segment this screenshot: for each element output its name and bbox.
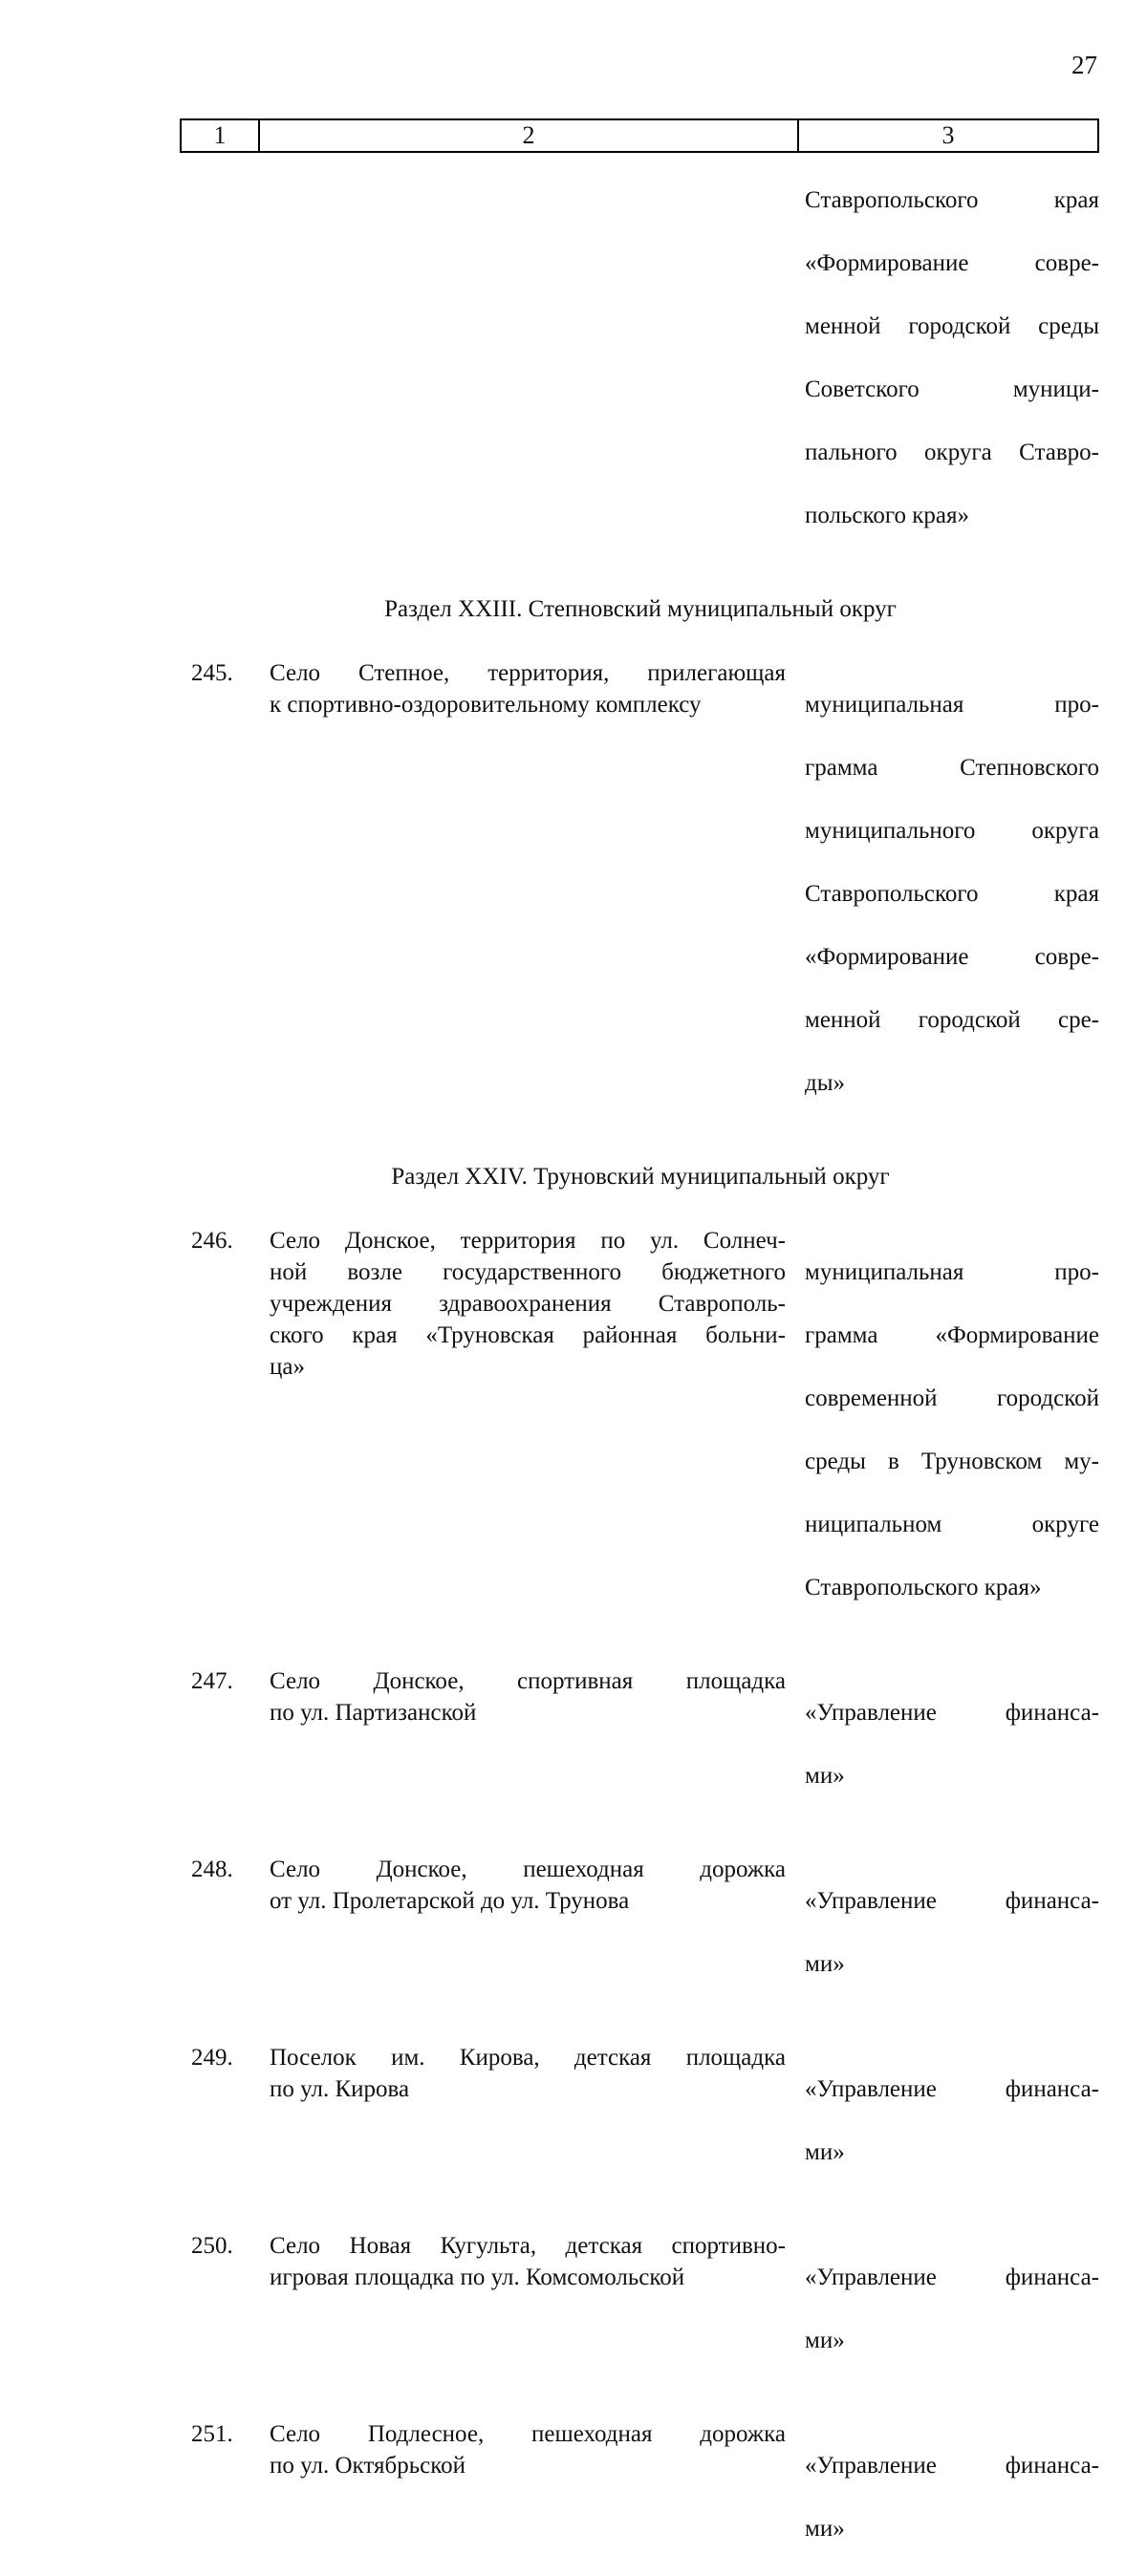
- page-number: 27: [1071, 51, 1097, 79]
- row-number: 246.: [191, 1228, 233, 1254]
- cell-line: ми»: [805, 2516, 845, 2542]
- table-row: [191, 2418, 1099, 2576]
- cell-line: «Управление финанса-: [805, 1888, 1099, 1914]
- cell-line: Ставропольского края: [805, 881, 1099, 907]
- column-header-1: 1: [182, 120, 260, 151]
- object-cell: [270, 1225, 805, 1635]
- cell-line: грамма «Формирование: [805, 1322, 1099, 1348]
- cell-line: от ул. Пролетарской до ул. Трунова: [270, 1888, 630, 1914]
- table-row: [191, 657, 1099, 1130]
- column-header-3: 3: [941, 121, 955, 149]
- object-cell: [270, 2418, 805, 2576]
- cell-line: муниципальная про-: [805, 692, 1099, 718]
- cell-line: Советского муници-: [805, 376, 1099, 402]
- cell-line: ми»: [805, 1951, 845, 1977]
- cell-line: «Управление финанса-: [805, 2453, 1099, 2479]
- cell-line: пального округа Ставро-: [805, 440, 1099, 465]
- object-cell: [270, 657, 805, 1130]
- cell-line: ми»: [805, 1763, 845, 1789]
- table-body: [191, 153, 1099, 2576]
- table-header-row: [180, 118, 1099, 153]
- cell-line: «Формирование совре-: [805, 250, 1099, 276]
- cell-line: Ставропольского края»: [805, 1575, 1042, 1600]
- cell-line: игровая площадка по ул. Комсомольской: [270, 2265, 685, 2290]
- object-cell: [270, 1854, 805, 2011]
- object-cell: [270, 1665, 805, 1823]
- cell-line: «Управление финанса-: [805, 1700, 1099, 1726]
- row-number: 249.: [191, 2045, 233, 2071]
- cell-line: муниципального округа: [805, 818, 1099, 844]
- cell-line: Село Донское, пешеходная дорожка: [270, 1857, 786, 1882]
- section-title: Раздел XXIV. Труновский муниципальный округ: [391, 1164, 890, 1190]
- program-cell: [805, 657, 1099, 1130]
- row-number: 245.: [191, 660, 233, 686]
- cell-line: ды»: [805, 1070, 846, 1096]
- object-cell: [270, 2230, 805, 2388]
- row-number: 247.: [191, 1668, 233, 1694]
- row-number: 250.: [191, 2233, 233, 2259]
- cell-line: «Формирование совре-: [805, 944, 1099, 970]
- cell-line: муниципальная про-: [805, 1259, 1099, 1285]
- cell-line: Село Донское, спортивная площадка: [270, 1668, 786, 1694]
- table-row: [191, 1854, 1099, 2011]
- cell-line: Поселок им. Кирова, детская площадка: [270, 2045, 786, 2071]
- cell-line: менной городской среды: [805, 313, 1099, 339]
- cell-line: по ул. Октябрьской: [270, 2453, 465, 2479]
- cell-line: ца»: [270, 1354, 305, 1380]
- program-cell: [805, 2418, 1099, 2576]
- column-header-2: 2: [260, 120, 799, 151]
- table-row: [191, 2230, 1099, 2388]
- row-number: 251.: [191, 2421, 233, 2447]
- program-cell: [805, 2042, 1099, 2200]
- program-cell: [805, 1854, 1099, 2011]
- program-cell: [805, 1225, 1099, 1635]
- cell-line: по ул. Партизанской: [270, 1700, 477, 1726]
- cell-line: Село Степное, территория, прилегающая: [270, 660, 786, 686]
- cell-line: Село Новая Кугульта, детская спортивно-: [270, 2233, 786, 2259]
- cell-line: «Управление финанса-: [805, 2265, 1099, 2290]
- program-cell: [805, 2230, 1099, 2388]
- cell-line: среды в Труновском му-: [805, 1449, 1099, 1474]
- cell-line: Село Подлесное, пешеходная дорожка: [270, 2421, 786, 2447]
- program-cell: [805, 1665, 1099, 1823]
- object-cell: [270, 2042, 805, 2200]
- cell-line: грамма Степновского: [805, 755, 1099, 781]
- cell-line: современной городской: [805, 1385, 1099, 1411]
- section-title: Раздел XXIII. Степновский муниципальный округ: [384, 596, 897, 622]
- cell-line: по ул. Кирова: [270, 2076, 410, 2102]
- cell-line: ной возле государственного бюджетного: [270, 1259, 786, 1285]
- table-row: [191, 2042, 1099, 2200]
- cell-line: ниципальном округе: [805, 1512, 1099, 1537]
- row-number: 248.: [191, 1857, 233, 1882]
- cell-line: Село Донское, территория по ул. Солнеч-: [270, 1228, 786, 1254]
- cell-line: ского края «Труновская районная больни-: [270, 1322, 786, 1348]
- cell-line: менной городской сре-: [805, 1007, 1099, 1033]
- cell-line: «Управление финанса-: [805, 2076, 1099, 2102]
- cell-line: ми»: [805, 2328, 845, 2353]
- cell-line: ми»: [805, 2139, 845, 2165]
- cell-line: польского края»: [805, 503, 970, 528]
- cell-line: Ставропольского края: [805, 187, 1099, 213]
- table-row: [191, 1665, 1099, 1823]
- cell-line: учреждения здравоохранения Ставрополь-: [270, 1291, 786, 1317]
- continuation-cell: [805, 153, 1099, 563]
- continuation-row: [191, 153, 1099, 563]
- table-row: [191, 1225, 1099, 1635]
- cell-line: к спортивно-оздоровительному комплексу: [270, 692, 702, 718]
